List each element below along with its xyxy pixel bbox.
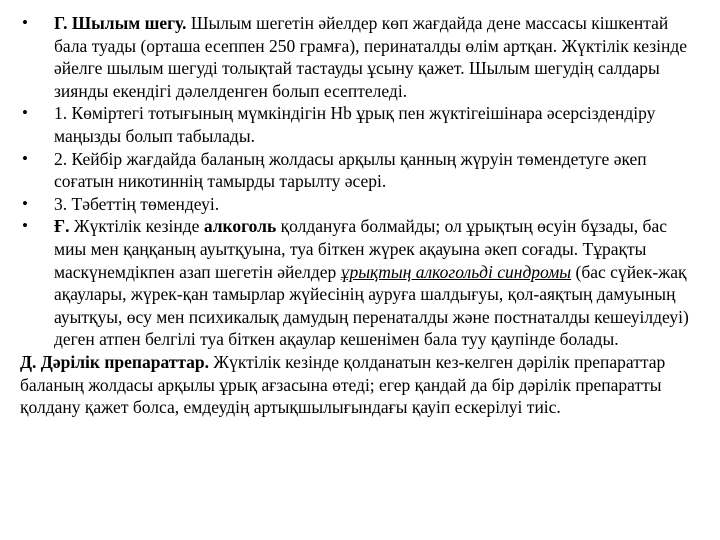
bullet-icon: • xyxy=(22,13,28,32)
smoking-heading: Г. Шылым шегу. xyxy=(54,13,187,33)
medications-heading: Д. Дәрілік препараттар. xyxy=(20,351,210,372)
bullet-icon: • xyxy=(22,216,28,236)
medications-paragraph xyxy=(20,351,700,419)
bullet-item-smoking xyxy=(20,12,700,102)
point-2-text: 2. Кейбір жағдайда баланың жолдасы арқылы қанның жүруін төмендетуге әкеп соғатын никотиннің тамырды тарылту әсері. xyxy=(54,148,647,192)
medications-text: Жүктілік кезінде қолданатын кез-келген дәрілік препараттар баланың жолдасы арқылы ұрық ағзасына өтеді; егер қандай да бір дәрілік препаратты қолдану қажет болса, емдеудің артықшылығындағы қауіп ескерілуі тиіс. xyxy=(20,351,666,418)
bullet-item-1 xyxy=(20,102,700,147)
bullet-icon: • xyxy=(22,103,28,123)
bullet-icon: • xyxy=(22,193,28,213)
smoking-text: Шылым шегетін әйелдер көп жағдайда дене массасы кішкентай бала туады (орташа есеппен 250 грамға), перинаталды өлім артқан. Жүктілік кезінде әйелге шылым шегуді толықтай тастауды ұсыну қажет. Шылым шегудің салдары зиянды екендігі дәлелденген болып есептеледі. xyxy=(54,13,688,101)
alcohol-heading: Ғ. xyxy=(54,216,70,237)
alcohol-text-a: Жүктілік кезінде xyxy=(69,216,204,237)
bullet-item-2 xyxy=(20,148,700,193)
alcohol-text-c: (бас сүйек-жақ ақаулары, жүрек-қан тамырлар жүйесінің ауруға шалдығуы, қол-аяқтың дамуының ауытқуы, өсу мен психикалық дамудың перенаталды және постнаталды кешеуілдеуі) деген атпен белгілі туа біткен ақаулар кешенімен бала туу қаупінде болады. xyxy=(54,261,689,350)
point-1-text: 1. Көміртегі тотығының мүмкіндігін Hb ұрық пен жүктігеiшінара әсерсіздендіру маңызды болып табылады. xyxy=(54,103,656,146)
bullet-item-3 xyxy=(20,193,700,216)
alcohol-text-b: қолдануға болмайды; ол ұрықтың өсуін бұзады, бас миы мен қаңқаның ауытқуына, туа біткен жүрек ақауына әкеп соғады. Тұрақты маскүнемдікпен азап шегетін әйелдер xyxy=(54,216,667,282)
bullet-item-alcohol xyxy=(20,215,700,351)
bullet-list xyxy=(20,12,700,351)
alcohol-keyword: алкоголь xyxy=(203,216,277,237)
fetal-alcohol-syndrome-term: ұрықтың алкогольді синдромы xyxy=(340,261,572,282)
point-3-text: 3. Тәбеттің төмендеуі. xyxy=(54,193,220,214)
bullet-icon: • xyxy=(22,148,28,168)
